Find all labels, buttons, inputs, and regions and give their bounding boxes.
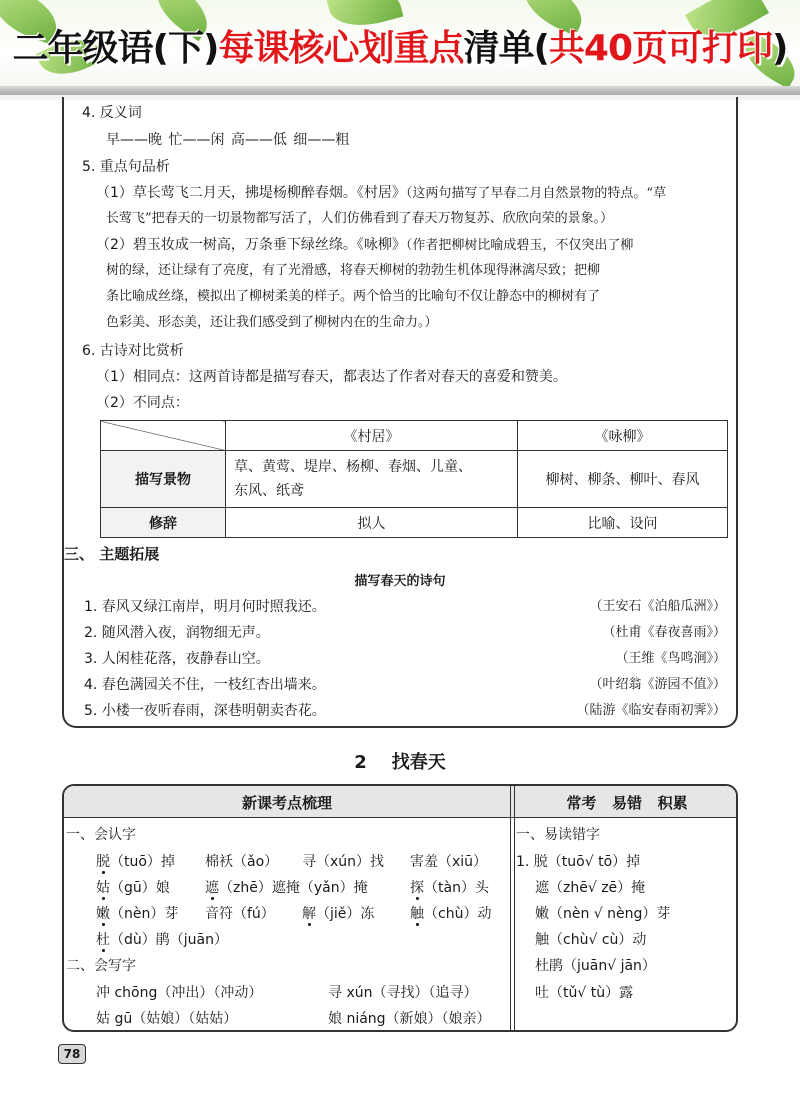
dotted-char <box>302 854 330 870</box>
item-number: （2） <box>96 237 133 253</box>
char-text: 害 <box>410 854 424 870</box>
dotted-char <box>410 906 424 922</box>
recognize-row-1 <box>96 852 175 872</box>
dot-mark <box>211 897 214 900</box>
table-cell: 比喻、设问 <box>518 508 728 538</box>
poem-line: 4. 春色满园关不住，一枝红杏出墙来。 <box>84 677 326 693</box>
header-banner <box>0 0 800 100</box>
write-item: 娘 niáng（新娘）（娘亲） <box>328 1011 491 1027</box>
poem-source: （杜甫《春夜喜雨》） <box>602 625 726 640</box>
dot-mark <box>416 897 419 900</box>
poem-source: （陆游《临安春雨初霁》） <box>576 703 726 718</box>
key-sentence-1 <box>96 183 666 204</box>
page-title <box>0 20 800 71</box>
pinyin-text: （chù）动 <box>424 906 492 922</box>
poem-source: （王安石《泊船瓜洲》） <box>589 599 726 614</box>
char-text: 遮 <box>205 880 219 896</box>
dot-mark <box>102 871 105 874</box>
char-text: 解 <box>302 906 316 922</box>
write-item: 姑 gū（姑娘）（姑姑） <box>96 1011 238 1027</box>
char-text: 探 <box>410 880 424 896</box>
title-part: 清单( <box>463 28 549 69</box>
compare-diff: （2）不同点： <box>96 395 189 411</box>
recognize-row-1 <box>410 852 487 872</box>
recognize-row-3 <box>302 904 374 924</box>
sentence-note: （作者把柳树比喻成碧玉，不仅突出了柳 <box>405 238 634 253</box>
recognize-row-4 <box>96 930 228 950</box>
section-compare-title: 6. 古诗对比赏析 <box>82 343 184 359</box>
title-part: 每课核心划重点 <box>218 28 464 69</box>
key-sentence-2 <box>96 235 633 256</box>
easy-item: 杜鹃（juān√ jān） <box>535 958 656 974</box>
write-item: 寻 xún（寻找）（追寻） <box>328 985 478 1001</box>
section-antonyms-title: 4. 反义词 <box>82 105 142 121</box>
recognize-row-2 <box>205 878 368 898</box>
pinyin-text: （tàn）头 <box>424 880 489 896</box>
section-theme-heading: 三、 主题拓展 <box>64 545 160 563</box>
key-sentence-2-note: 条比喻成丝绦，模拟出了柳树柔美的样子。两个恰当的比喻句不仅让静态中的柳树有了 <box>106 289 601 304</box>
recognize-row-3 <box>205 904 275 924</box>
theme-subtitle: 描写春天的诗句 <box>354 574 446 589</box>
recognize-row-3 <box>96 904 178 924</box>
banner-bar <box>0 86 800 95</box>
header-new-points: 新课考点梳理 <box>241 794 332 812</box>
pinyin-text: （jiě）冻 <box>316 906 375 922</box>
pinyin-text: 符（fú） <box>219 906 275 922</box>
table-header-cunju: 《村居》 <box>226 421 518 451</box>
dotted-char <box>205 880 219 896</box>
recognize-heading: 一、会认字 <box>66 827 136 843</box>
key-sentence-1-note: 长莺飞”把春天的一切景物都写活了，人们仿佛看到了春天万物复苏、欣欣向荣的景象。） <box>106 211 614 226</box>
char-text: 杜 <box>96 932 110 948</box>
pinyin-text: （nèn）芽 <box>110 906 179 922</box>
easy-item: 触（chù√ cù）动 <box>535 932 647 948</box>
title-part: 共40页可打印 <box>548 28 773 69</box>
dotted-char <box>96 880 110 896</box>
recognize-row-1 <box>205 852 278 872</box>
recognize-row-3 <box>410 904 491 924</box>
dotted-char <box>96 932 110 948</box>
cell-line: 东风、纸鸢 <box>234 483 304 499</box>
header-common-errors: 常考 易错 积累 <box>566 794 688 812</box>
column-divider <box>514 786 515 1032</box>
easy-item: 吐（tǔ√ tù）露 <box>535 985 634 1001</box>
title-part: 二年级语(下) <box>12 28 219 69</box>
poem-line: 5. 小楼一夜听春雨，深巷明朝卖杏花。 <box>84 703 326 719</box>
dotted-char <box>302 906 316 922</box>
key-sentence-2-note: 色彩美、形态美，还让我们感受到了柳树内在的生命力。） <box>106 315 438 330</box>
dot-mark <box>102 949 105 952</box>
dotted-char <box>219 854 278 870</box>
pinyin-text: （gū）娘 <box>110 880 170 896</box>
pinyin-text: （tuō）掉 <box>110 854 175 870</box>
easy-item: 嫩（nèn √ nèng）芽 <box>535 906 671 922</box>
pinyin-text: xún）找 <box>330 854 385 870</box>
dot-mark <box>308 923 311 926</box>
char-text: 寻（ <box>302 854 330 870</box>
easy-heading: 一、易读错字 <box>516 827 600 843</box>
compare-table <box>100 420 728 538</box>
write-item: 冲 chōng（冲出）（冲动） <box>96 985 263 1001</box>
antonym-pairs: 早——晚 忙——闲 高——低 细——粗 <box>106 132 350 148</box>
key-sentence-2-note: 树的绿，还让绿有了亮度，有了光滑感，将春天柳树的勃勃生机体现得淋漓尽致；把柳 <box>106 263 601 278</box>
easy-item: 遮（zhē√ zē）掩 <box>535 880 646 896</box>
char-text: 触 <box>410 906 424 922</box>
column-divider <box>510 786 511 1032</box>
compare-same: （1）相同点：这两首诗都是描写春天，都表达了作者对春天的喜爱和赞美。 <box>96 369 567 385</box>
title-part: ) <box>772 28 788 69</box>
poem-line: 1. 春风又绿江南岸，明月何时照我还。 <box>84 599 326 615</box>
write-heading: 二、会写字 <box>66 958 136 974</box>
pinyin-text: 羞（xiū） <box>424 854 488 870</box>
char-text: 嫩 <box>96 906 110 922</box>
recognize-row-1 <box>302 852 384 872</box>
char-text: 音 <box>205 906 219 922</box>
lesson-title: 2 找春天 <box>354 752 446 773</box>
table-label-rhetoric: 修辞 <box>101 508 226 538</box>
dot-mark <box>416 923 419 926</box>
poem-line: 3. 人闲桂花落，夜静春山空。 <box>84 651 270 667</box>
cell-line: 草、黄莺、堤岸、杨柳、春烟、儿童、 <box>234 459 472 475</box>
table-header-yongliu: 《咏柳》 <box>518 421 728 451</box>
poem-source: （王维《鸟鸣涧》） <box>615 651 726 666</box>
dot-mark <box>102 897 105 900</box>
pinyin-text: （dù）鹃（juān） <box>110 932 228 948</box>
dot-mark <box>102 923 105 926</box>
dotted-char <box>96 854 110 870</box>
sentence-note: （这两句描写了早春二月自然景物的特点。“草 <box>405 186 667 201</box>
recognize-row-2 <box>96 878 170 898</box>
poem-source: （叶绍翁《游园不值》） <box>589 677 726 692</box>
table-cell: 拟人 <box>226 508 518 538</box>
sentence-text: 草长莺飞二月天，拂堤杨柳醉春烟。《村居》 <box>132 185 406 201</box>
dotted-char <box>410 880 424 896</box>
char-text: 姑 <box>96 880 110 896</box>
pinyin-text: （zhē）遮掩（yǎn）掩 <box>219 880 368 896</box>
section-key-sentences-title: 5. 重点句品析 <box>82 159 170 175</box>
char-text: 棉 <box>205 854 219 870</box>
table-cell <box>226 451 518 508</box>
poem-line: 2. 随风潜入夜，润物细无声。 <box>84 625 270 641</box>
table-corner <box>101 421 226 451</box>
pinyin-text: 袄（ǎo） <box>219 854 279 870</box>
page-number: 78 <box>58 1044 86 1064</box>
item-number: （1） <box>96 185 133 201</box>
table-cell: 柳树、柳条、柳叶、春风 <box>518 451 728 508</box>
dotted-char <box>96 906 110 922</box>
recognize-row-2 <box>410 878 489 898</box>
table-label-scenery: 描写景物 <box>101 451 226 508</box>
sentence-text: 碧玉妆成一树高，万条垂下绿丝绦。《咏柳》 <box>132 237 406 253</box>
easy-item: 1. 脱（tuō√ tō）掉 <box>516 854 641 870</box>
char-text: 脱 <box>96 854 110 870</box>
